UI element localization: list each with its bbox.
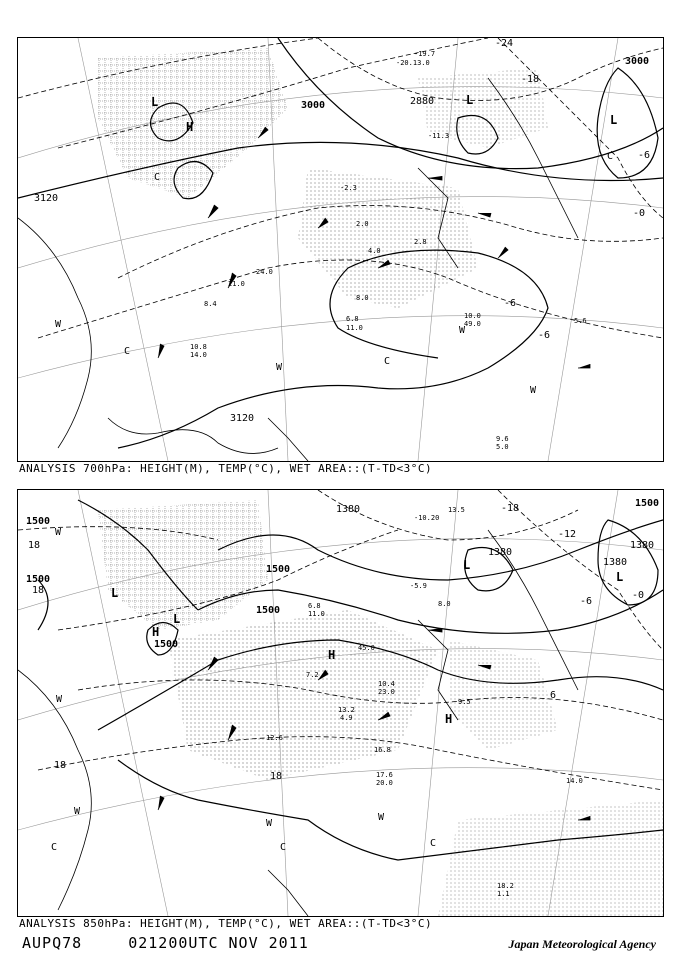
warm-mark: W [378, 812, 385, 823]
wet-area-shading [98, 500, 663, 916]
station-value: 11.0 [308, 610, 325, 618]
height-label: 1500 [256, 605, 281, 616]
warm-mark: W [530, 385, 537, 396]
low-center-marker: L [463, 558, 471, 572]
station-value: 21.0 [228, 280, 245, 288]
temp-label: -6 [580, 596, 593, 607]
height-label: 1380 [630, 540, 655, 551]
station-value: 12.6 [266, 734, 283, 742]
station-value: -19.7 [414, 50, 436, 58]
station-value: 7.2 [306, 671, 319, 679]
station-value: 13.2 [338, 706, 355, 714]
station-value: 8.0 [356, 294, 369, 302]
station-value: 10.0 [464, 312, 481, 320]
station-value: -10.20 [414, 514, 440, 522]
low-center-marker: L [111, 586, 119, 600]
height-label: 1380 [336, 504, 361, 515]
temp-label: -0 [633, 208, 646, 219]
height-label: 1380 [603, 557, 628, 568]
station-value: 16.8 [374, 746, 391, 754]
panel-caption-850hpa: ANALYSIS 850hPa: HEIGHT(M), TEMP(°C), WET AREA::(T-TD<3°C) [19, 917, 433, 930]
map-850hpa-svg [18, 490, 663, 916]
temp-label: 18 [28, 540, 41, 551]
warm-mark: W [74, 806, 81, 817]
height-label: 2880 [410, 96, 435, 107]
low-center-marker: L [466, 93, 474, 107]
valid-time: 021200UTC NOV 2011 [128, 934, 309, 952]
temp-label: 6 [550, 690, 557, 701]
temp-label: 18 [54, 760, 67, 771]
wet-area-shading [98, 48, 548, 308]
station-value: 2.8 [414, 238, 427, 246]
station-value: 5.0 [496, 443, 509, 451]
bulletin-header [22, 934, 345, 952]
height-label: 1500 [26, 574, 51, 585]
high-center-marker: H [152, 625, 160, 639]
station-value: 14.0 [566, 777, 583, 785]
station-value: 14.0 [190, 351, 207, 359]
station-value: 10.8 [190, 343, 207, 351]
panel-caption-700hpa: ANALYSIS 700hPa: HEIGHT(M), TEMP(°C), WET AREA::(T-TD<3°C) [19, 462, 433, 475]
height-label: 1500 [635, 498, 660, 509]
warm-mark: W [459, 325, 466, 336]
station-value: -11.3 [428, 132, 450, 140]
station-value: 8.4 [204, 300, 217, 308]
high-center-marker: H [328, 648, 336, 662]
temp-label: -6 [638, 150, 651, 161]
station-value: 45.0 [358, 644, 375, 652]
map-panel-700hpa [17, 37, 664, 462]
station-value: 6.8 [308, 602, 321, 610]
low-center-marker: L [610, 113, 618, 127]
cold-mark: C [607, 151, 614, 162]
station-value: 11.0 [346, 324, 363, 332]
temp-label: -18 [521, 74, 540, 85]
temp-label: 18 [32, 585, 45, 596]
temp-label: -6 [538, 330, 551, 341]
cold-mark: C [124, 346, 131, 357]
temp-label: -24 [495, 38, 514, 49]
station-value: 4.0 [368, 247, 381, 255]
station-value: 1.1 [497, 890, 510, 898]
low-center-marker: L [151, 95, 159, 109]
height-label: 1500 [266, 564, 291, 575]
map-700hpa-svg [18, 38, 663, 461]
low-center-marker: L [173, 612, 181, 626]
high-center-marker: H [445, 712, 453, 726]
station-value: 20.0 [376, 779, 393, 787]
station-value: 23.0 [378, 688, 395, 696]
warm-mark: W [55, 319, 62, 330]
height-label: 3000 [625, 56, 650, 67]
station-value: 4.9 [340, 714, 353, 722]
temp-label: -12 [558, 529, 577, 540]
station-value: 5.6 [574, 317, 587, 325]
low-center-marker: L [616, 570, 624, 584]
station-value: 10.4 [378, 680, 395, 688]
station-value: 2.0 [356, 220, 369, 228]
temp-label: -0 [632, 590, 645, 601]
height-label: 3000 [301, 100, 326, 111]
station-value: -20.13.0 [396, 59, 430, 67]
station-value: 8.0 [438, 600, 451, 608]
station-value: 6.8 [346, 315, 359, 323]
warm-mark: W [56, 694, 63, 705]
station-value: 9.5 [458, 698, 471, 706]
warm-mark: W [276, 362, 283, 373]
warm-mark: W [55, 527, 62, 538]
cold-mark: C [154, 172, 161, 183]
station-value: 49.0 [464, 320, 481, 328]
cold-mark: C [51, 842, 58, 853]
temp-label: 18 [270, 771, 283, 782]
height-label: 3120 [34, 193, 59, 204]
station-value: 9.6 [496, 435, 509, 443]
station-value: 17.6 [376, 771, 393, 779]
height-label: 3120 [230, 413, 255, 424]
cold-mark: C [430, 838, 437, 849]
agency-name: Japan Meteorological Agency [508, 937, 656, 951]
station-value: -2.3 [340, 184, 357, 192]
temp-label: -18 [501, 503, 520, 514]
cold-mark: C [280, 842, 287, 853]
station-value: -5.9 [410, 582, 427, 590]
station-value: 24.0 [256, 268, 273, 276]
warm-mark: W [266, 818, 273, 829]
station-value: 18.2 [497, 882, 514, 890]
height-label: 1500 [154, 639, 179, 650]
map-panel-850hpa [17, 489, 664, 917]
station-value: 13.5 [448, 506, 465, 514]
bulletin-id: AUPQ78 [22, 934, 83, 952]
temp-label: -6 [504, 298, 517, 309]
height-label: 1500 [26, 516, 51, 527]
height-label: 1380 [488, 547, 513, 558]
cold-mark: C [384, 356, 391, 367]
high-center-marker: H [186, 120, 194, 134]
